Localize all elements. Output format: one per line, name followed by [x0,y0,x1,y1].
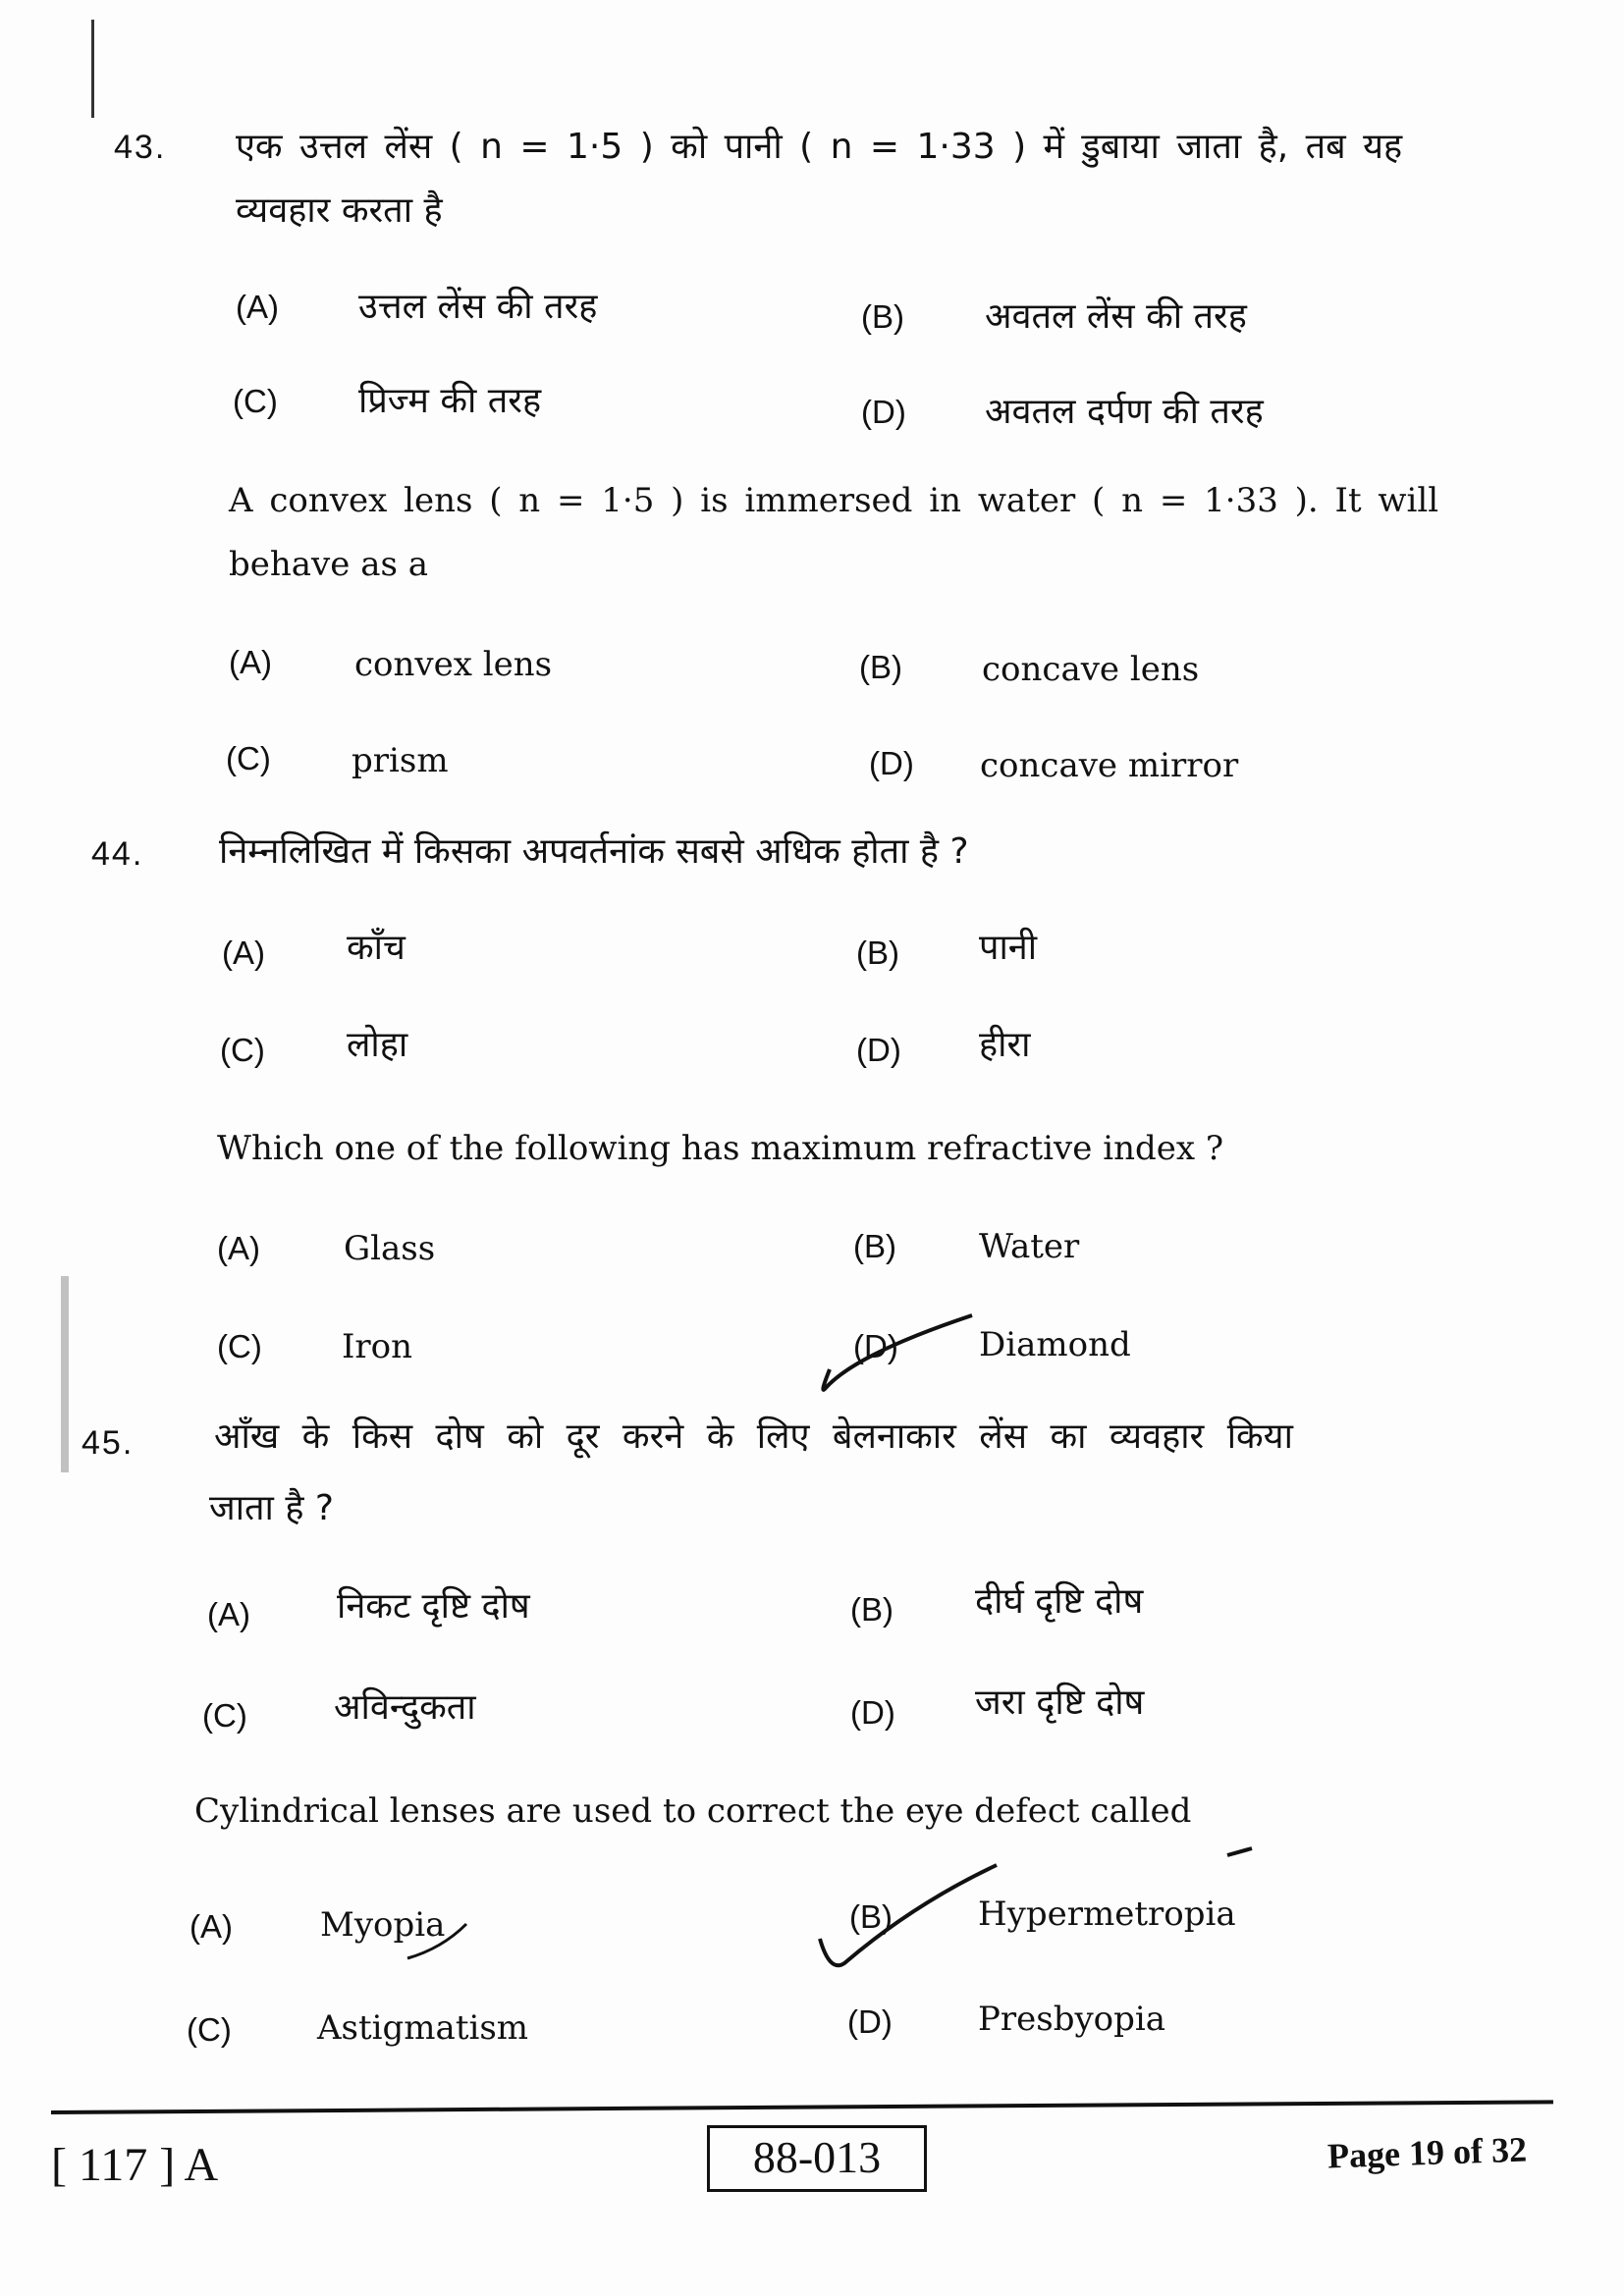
option-text: जरा दृष्टि दोष [975,1682,1145,1723]
option-label: (C) [226,740,271,776]
option-label: (C) [202,1697,247,1734]
option-label: (D) [861,394,906,430]
option-text: concave lens [982,650,1200,689]
option-label: (B) [859,649,902,685]
option-label: (A) [189,1908,233,1945]
option-label: (D) [856,1032,901,1068]
option-label: (C) [233,383,278,419]
option-text: अवतल लेंस की तरह [985,296,1247,337]
option-label: (B) [856,934,899,971]
option-text: प्रिज्म की तरह [358,381,542,421]
option-label: (C) [217,1328,262,1364]
option-text: अवतल दर्पण की तरह [985,392,1264,432]
question-text-hindi: जाता है ? [209,1488,334,1528]
option-text: Myopia [320,1905,446,1945]
footer-divider [51,2100,1553,2114]
option-text: Glass [344,1229,436,1268]
option-label: (B) [850,1591,893,1628]
question-number: 45. [81,1424,135,1462]
option-label: (D) [850,1694,895,1731]
question-number: 44. [91,835,144,873]
option-label: (A) [236,289,279,325]
question-text-english: behave as a [229,545,428,584]
underline-mark [1227,1848,1252,1855]
option-text: Presbyopia [978,2000,1166,2039]
option-text: लोहा [347,1025,408,1065]
option-label: (C) [187,2011,232,2048]
option-text: Water [979,1227,1080,1266]
option-label: (C) [220,1032,265,1068]
question-text-hindi: निम्नलिखित में किसका अपवर्तनांक सबसे अधिक होता है ? [219,831,969,872]
page-number: Page 19 of 32 [1326,2129,1528,2176]
option-text: काँच [347,928,406,968]
paper-code-box: 88-013 [707,2125,927,2192]
question-text-hindi: आँख के किस दोष को दूर करने के लिए बेलनाकार लेंस का व्यवहार किया [214,1416,1293,1457]
option-text: concave mirror [980,746,1239,785]
option-label: (A) [229,644,272,680]
option-label: (A) [217,1230,260,1266]
option-text: पानी [979,928,1038,968]
option-label: (D) [847,2003,893,2040]
option-text: Hypermetropia [978,1895,1236,1934]
option-text: हीरा [979,1025,1031,1065]
scan-edge-mark [61,1276,69,1472]
option-text: prism [352,741,449,780]
option-label: (B) [861,298,904,335]
option-text: convex lens [354,645,553,684]
option-label: (B) [849,1898,893,1935]
set-code: [ 117 ] A [51,2139,219,2191]
option-text: Astigmatism [317,2008,529,2048]
option-text: अविन्दुकता [334,1687,476,1728]
option-text: उत्तल लेंस की तरह [358,287,598,327]
option-label: (A) [207,1596,250,1632]
option-label: (D) [853,1328,898,1364]
question-number: 43. [114,129,167,166]
option-text: Iron [342,1327,413,1366]
question-text-hindi: व्यवहार करता है [236,190,443,231]
option-text: निकट दृष्टि दोष [337,1586,530,1627]
option-label: (D) [869,745,914,781]
option-label: (B) [853,1228,896,1264]
question-text-hindi: एक उत्तल लेंस ( n = 1·5 ) को पानी ( n = 1·33 ) में डुबाया जाता है, तब यह [236,127,1403,167]
option-text: दीर्घ दृष्टि दोष [975,1581,1144,1622]
question-text-english: A convex lens ( n = 1·5 ) is immersed in water ( n = 1·33 ). It will [229,481,1439,520]
question-text-english: Cylindrical lenses are used to correct the eye defect called [194,1791,1192,1831]
option-label: (A) [222,934,265,971]
question-text-english: Which one of the following has maximum refractive index ? [217,1129,1224,1168]
option-text: Diamond [979,1325,1131,1364]
scan-edge-mark [91,20,94,118]
check-mark-icon [820,1865,997,1965]
